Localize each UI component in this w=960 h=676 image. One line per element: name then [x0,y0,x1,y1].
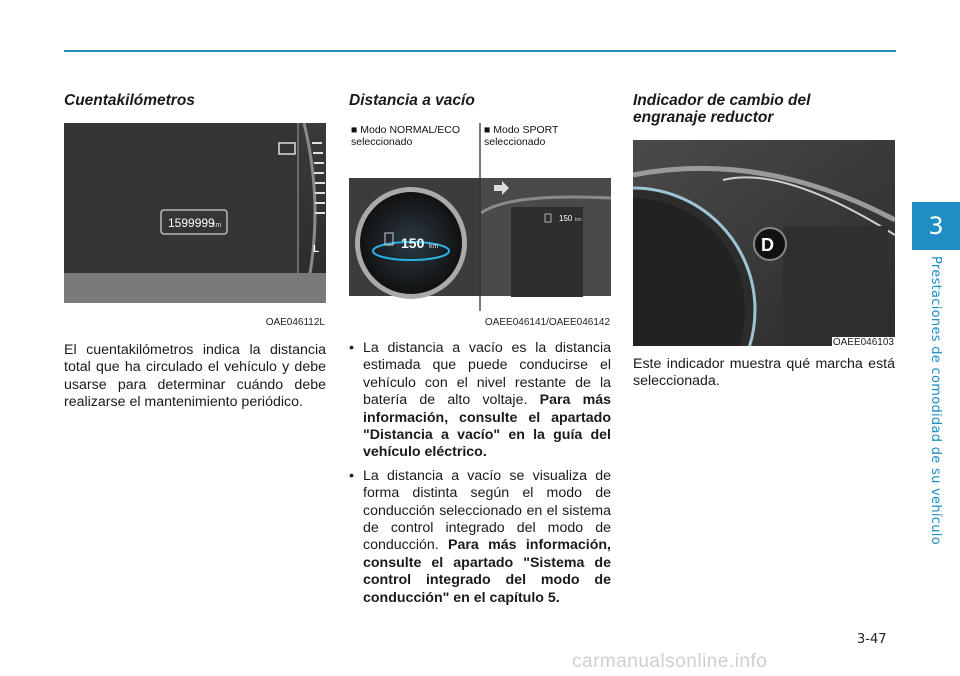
figure-odometer [64,123,326,328]
section-odometer [64,92,326,412]
figure-caption: OAEE046103 [832,337,894,348]
gauge-letter: L [313,244,320,255]
odometer-illustration [64,123,326,303]
range-illustration [349,123,611,311]
section-range [349,92,611,613]
figure-caption: OAEE046141/OAEE046142 [484,317,610,328]
mode-label-normal: ■ Modo NORMAL/ECO seleccionado [351,124,461,148]
figure-range [349,123,611,328]
list-item: • La distancia a vacío es la distancia estimada que puede conducirse el vehículo con el nivel restante de la batería de alto voltaje. Para más información, consulte el apartado "Distancia a vacío" en la guía del vehículo eléctrico. [349,340,611,462]
range-bullets [349,340,611,607]
gear-paragraph: Este indicador muestra qué marcha está seleccionada. [633,356,895,390]
gear-letter: D [761,235,774,255]
section-title-odometer: Cuentakilómetros [64,92,195,109]
odometer-unit: km [212,222,222,229]
mode-label-sport: ■ Modo SPORT seleccionado [484,124,559,148]
odometer-value: 1599999 [168,216,215,230]
page-number: 3-47 [857,632,887,647]
figure-gear [633,140,895,352]
range-unit-normal: km [429,243,439,250]
odometer-paragraph: El cuentakilómetros indica la distancia total que ha circulado el vehículo y debe usarse para determinar cuándo debe realizarse el mantenimiento periódico. [64,342,326,411]
range-value-normal: 150 [401,235,425,251]
top-rule [64,50,896,52]
gear-illustration [633,140,895,346]
chapter-title: Prestaciones de comodidad de su vehículo [928,256,943,545]
watermark: carmanualsonline.info [572,651,768,672]
list-item: • La distancia a vacío se visualiza de forma distinta según el modo de conducción seleccionado en el sistema de control integrado del modo de conducción. Para más información, consulte el apartado "Sistema de control integrado del modo de conducción" en el capítulo 5. [349,468,611,607]
figure-caption: OAE046112L [265,317,325,328]
section-title-gear: Indicador de cambio del engranaje reductor [633,92,811,126]
chapter-side-title [923,256,943,546]
section-gear-indicator [633,92,895,391]
range-unit-sport: km [575,217,582,223]
chapter-tab: 3 [912,202,960,250]
section-title-range: Distancia a vacío [349,92,475,109]
range-value-sport: 150 [559,214,573,223]
